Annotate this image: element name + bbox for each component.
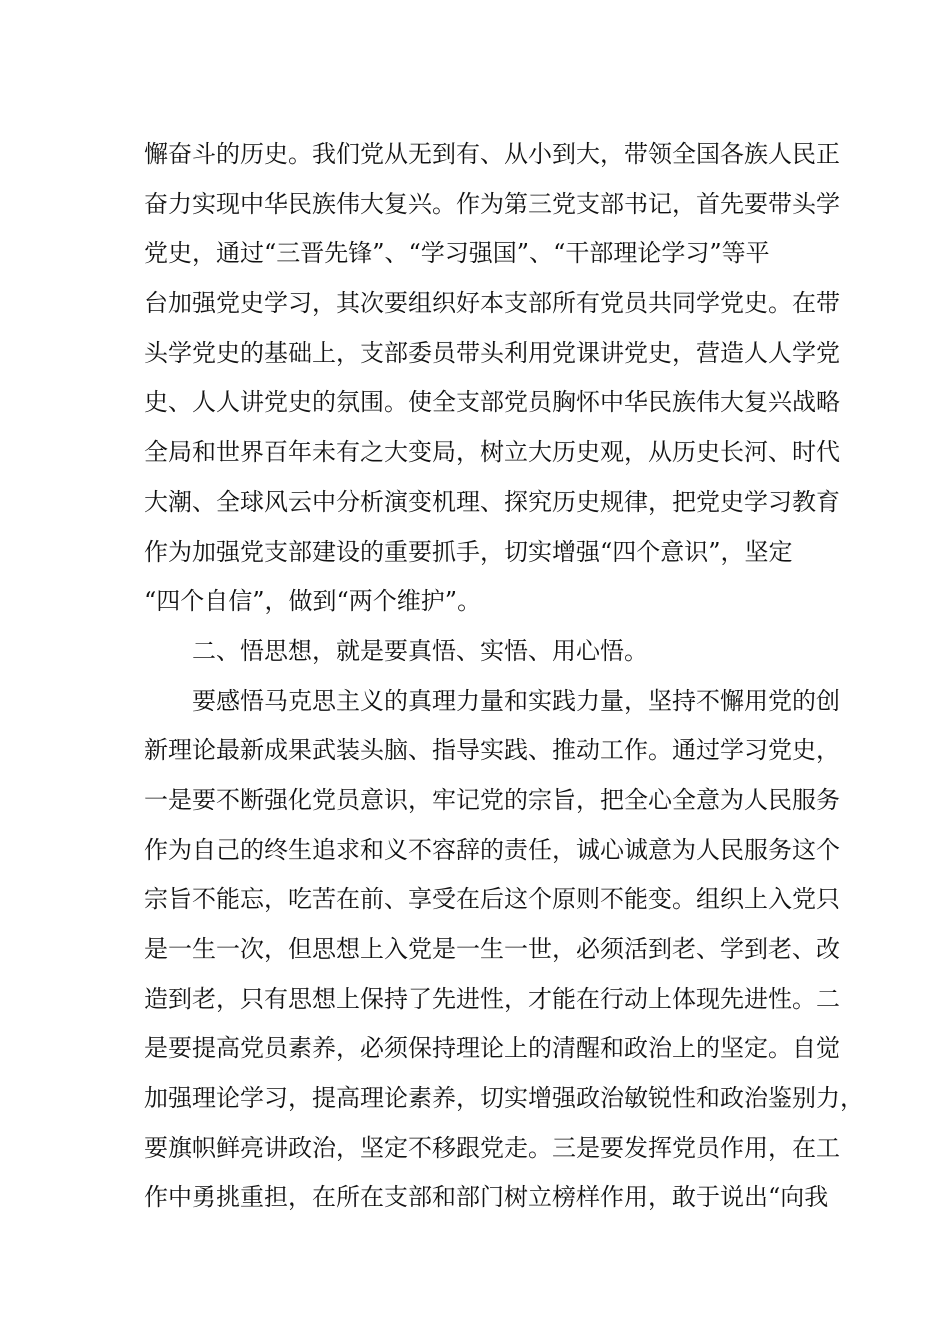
text-line: 大潮、全球风云中分析演变机理、探究历史规律，把党史学习教育	[144, 487, 840, 516]
text-line: 全局和世界百年未有之大变局，树立大历史观，从历史长河、时代	[144, 438, 840, 467]
text-line: 造到老，只有思想上保持了先进性，才能在行动上体现先进性。二	[144, 984, 840, 1013]
text-line: 宗旨不能忘，吃苦在前、享受在后这个原则不能变。组织上入党只	[144, 885, 840, 914]
section-heading: 二、悟思想，就是要真悟、实悟、用心悟。	[192, 636, 648, 665]
text-line: 是要提高党员素养，必须保持理论上的清醒和政治上的坚定。自觉	[144, 1034, 840, 1063]
text-line: 一是要不断强化党员意识，牢记党的宗旨，把全心全意为人民服务	[144, 785, 840, 814]
text-line: “四个自信”，做到“两个维护”。	[144, 587, 482, 616]
body-text	[144, 130, 864, 1223]
text-line: 史、人人讲党史的氛围。使全支部党员胸怀中华民族伟大复兴战略	[144, 388, 840, 417]
text-line: 新理论最新成果武装头脑、指导实践、推动工作。通过学习党史，	[144, 736, 840, 765]
text-line: 懈奋斗的历史。我们党从无到有、从小到大，带领全国各族人民正	[144, 140, 840, 168]
text-line: 是一生一次，但思想上入党是一生一世，必须活到老、学到老、改	[144, 935, 840, 963]
text-line: 奋力实现中华民族伟大复兴。作为第三党支部书记，首先要带头学	[144, 189, 840, 218]
text-line: 头学党史的基础上，支部委员带头利用党课讲党史，营造人人学党	[144, 338, 840, 367]
text-line: 台加强党史学习，其次要组织好本支部所有党员共同学党史。在带	[144, 289, 840, 318]
text-line: 作中勇挑重担，在所在支部和部门树立榜样作用，敢于说出“向我	[144, 1183, 829, 1212]
text-line: 要旗帜鲜亮讲政治，坚定不移跟党走。三是要发挥党员作用，在工	[144, 1133, 840, 1162]
text-line: 作为加强党支部建设的重要抓手，切实增强“四个意识”，坚定	[144, 537, 793, 566]
paragraph-first-line: 要感悟马克思主义的真理力量和实践力量，坚持不懈用党的创	[192, 686, 840, 715]
text-line: 党史，通过“三晋先锋”、“学习强国”、“干部理论学习”等平	[144, 239, 770, 268]
text-line: 加强理论学习，提高理论素养，切实增强政治敏锐性和政治鉴别力，	[144, 1084, 864, 1113]
text-line: 作为自己的终生追求和义不容辞的责任，诚心诚意为人民服务这个	[144, 835, 840, 864]
